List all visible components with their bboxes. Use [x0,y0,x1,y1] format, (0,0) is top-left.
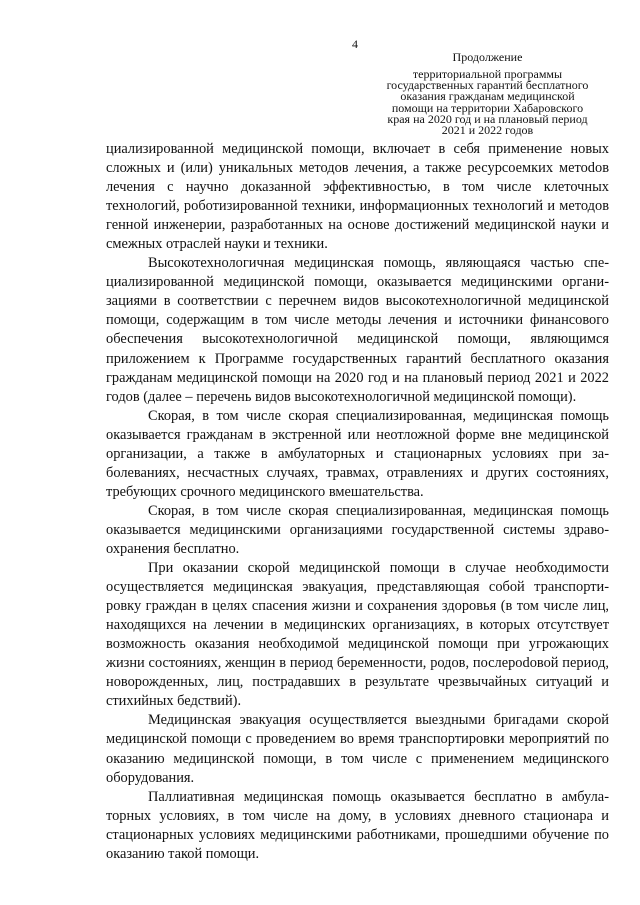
header-line: государственных гарантий бесплатного [386,78,589,93]
header-line: оказания гражданам медицинской [400,89,575,104]
document-body [106,140,609,864]
document-header [365,69,610,136]
paragraph-medical-evacuation: При оказании скорой медицинской помощи в случае необходимости осуществляется медицинская эвакуация, представляющая собой транспортировку граждан в целях спасения жизни и сохранения здоровья (в том числе лиц, находящихся на лечении в медицинских организациях, в которых отсутствует возможность оказания необходимой медицинской помощи при угрожающих жизни состояниях, женщин в период беременности, родов, послероdовой период, новорожденных, лиц, пострадавших в результате чрезвычайных ситуаций и стихийных бедствий). [106,560,609,710]
paragraph-high-tech-care: Высокотехнологичная медицинская помощь, являющаяся частью специализированной медицинской помощи, оказывается медицинскими организациями в соответствии с перечнем видов высокотехнологичной медицинской помощи, содержащим в том числе методы лечения и источники финансового обеспечения высокотехнологичной медицинской помощи, являющимся приложением к Программе государственных гарантий бесплатного оказания гражданам медицинской помощи на 2020 год и на плановый период 2021 и 2022 годов (далее – перечень видов высокотехнологичной медицинской помощи). [106,255,609,405]
paragraph-emergency-care: Скорая, в том числе скорая специализированная, медицинская помощь оказывается гражданам в экстренной или неотложной форме вне медицинской организации, а также в амбулаторных и стационарных условиях при заболеваниях, несчастных случаях, травмах, отравлениях и других состояниях, требующих срочного медицинского вмешательства. [106,407,609,500]
header-line: 2021 и 2022 годов [441,123,534,138]
header-line: края на 2020 год и на плановый период [387,111,588,126]
paragraph-emergency-care-free: Скорая, в том числе скорая специализированная, медицинская помощь оказывается медицинскими организациями государственной системы здравоохранения бесплатно. [106,502,609,557]
paragraph-palliative-care: Паллиативная медицинская помощь оказывается бесплатно в амбулаторных условиях, в том числе на дому, в условиях дневного стационара и стационарных условиях медицинскими работниками, прошедшими обучение по оказанию такой помощи. [106,788,609,862]
paragraph-evacuation-teams: Медицинская эвакуация осуществляется выездными бригадами скорой медицинской помощи с проведением во время транспортировки мероприятий по оказанию медицинской помощи, в том числе с применением медицинского оборудования. [106,712,609,786]
page-number: 4 [352,37,358,51]
header-line: территориальной программы [412,67,563,81]
paragraph-specialized-care-continuation: циализированной медицинской помощи, включает в себя применение новых сложных и (или) уникальных методов лечения, а также ресурсоемких метоdов лечения с научно доказанной эффективностью, в том числе клеточных технологий, роботизированной техники, информационных технологий и методов генной инженерии, разработанных на основе достижений медицинской науки и смежных отраслей науки и техники. [106,141,609,253]
header-line: помощи на территории Хабаровского [391,100,584,115]
continuation-label: Продолжение [452,50,523,64]
